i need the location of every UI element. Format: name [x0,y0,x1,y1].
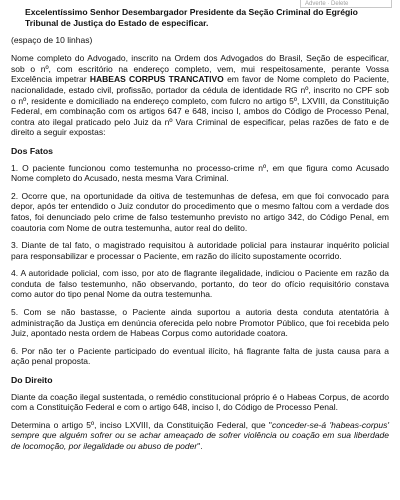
law-paragraph-1: Diante da coação ilegal sustentada, o remédio constitucional próprio é o Habeas Corpus, de acordo com a Constituição Federal e com o artigo 648, inciso I, do Código de Processo Penal. [11,391,389,413]
fact-paragraph-3: 3. Diante de tal fato, o magistrado requisitou à autoridade policial para instaurar inquérito policial para responsabilizar e processar o Paciente, em razão do ilícito supostamente ocorrido. [11,240,389,261]
intro-text-start: Nome completo do Advogado, inscrito na Ordem dos Advogados do Brasil, Seção de especificar, sob o nº, com escritório na endereço completo, vem, mui respeitosamente, perante Vossa Excelência impetrar [11,53,389,85]
fact-paragraph-2: 2. Ocorre que, na oportunidade da oitiva de testemunhas de defesa, em que foi convocado para depor, após ter entendido o Juiz condutor do procedimento que o mesmo faltou com a verdade dos fatos, foi denunciado pelo crime de falso testemunho previsto no artigo 342, do Código Penal, em coautoria com Nome de outra testemunha, autor real do delito. [11,190,389,233]
law-quote-close: ". [197,441,203,451]
habeas-corpus-title: HABEAS CORPUS TRANCATIVO [89,74,224,85]
intro-paragraph [11,53,389,138]
fact-paragraph-5: 5. Com se não bastasse, o Paciente ainda suportou a autoria desta conduta atentatória à administração da Justiça em denúncia oferecida pelo nobre Promotor Público, que foi recebida pelo Juiz, apontado nesta ordem de Habeas Corpus como autoridade coatora. [11,307,389,339]
petition-content [11,7,389,459]
law-heading: Do Direito [11,375,53,386]
law-quote-intro: Determina o artigo 5º, inciso LXVIII, da Constituição Federal, que " [11,419,272,430]
addressee-heading: Excelentíssimo Senhor Desembargador Presidente da Seção Criminal do Egrégio Tribunal de Justiça do Estado de especificar. [25,7,358,28]
fact-paragraph-1: 1. O paciente funcionou como testemunha no processo-crime nº, em que figura como Acusado Nome completo do Acusado, nesta mesma Vara Criminal. [11,162,389,184]
constitution-quote: conceder-se-á 'habeas-corpus' sempre que alguém sofrer ou se achar ameaçado de sofrer violência ou coação em sua liberdade de locomoção, por ilegalidade ou abuso de poder [11,419,389,451]
intro-text-end: em favor de Nome completo do Paciente, nacionalidade, estado civil, profissão, portador da cédula de identidade RG nº, inscrito no CPF sob o nº, residente e domiciliado na endereço completo, com fulcro no artigo 5º, LXVIII, da Constituição Federal, em combinação com os artigos 647 e 648, inciso I, ambos do Código de Processo Penal, contra ato ilegal praticado pelo Juiz da nº Vara Criminal de especificar, pelas razões de fato e de direito a seguir expostas: [11,74,389,138]
corner-tag: Adverte · Delete [300,0,392,8]
spacing-note: (espaço de 10 linhas) [11,34,93,45]
facts-heading: Dos Fatos [11,145,53,156]
fact-paragraph-6: 6. Por não ter o Paciente participado do eventual ilícito, há flagrante falta de justa causa para a ação penal proposta. [11,345,389,367]
fact-paragraph-4: 4. A autoridade policial, com isso, por ato de flagrante ilegalidade, indiciou o Paciente em razão da conduta de falso testemunho, não observando, portanto, do teor do ofício requisitório constava como autor do tipo penal Nome da outra testemunha. [11,268,389,300]
law-paragraph-2 [11,420,389,452]
